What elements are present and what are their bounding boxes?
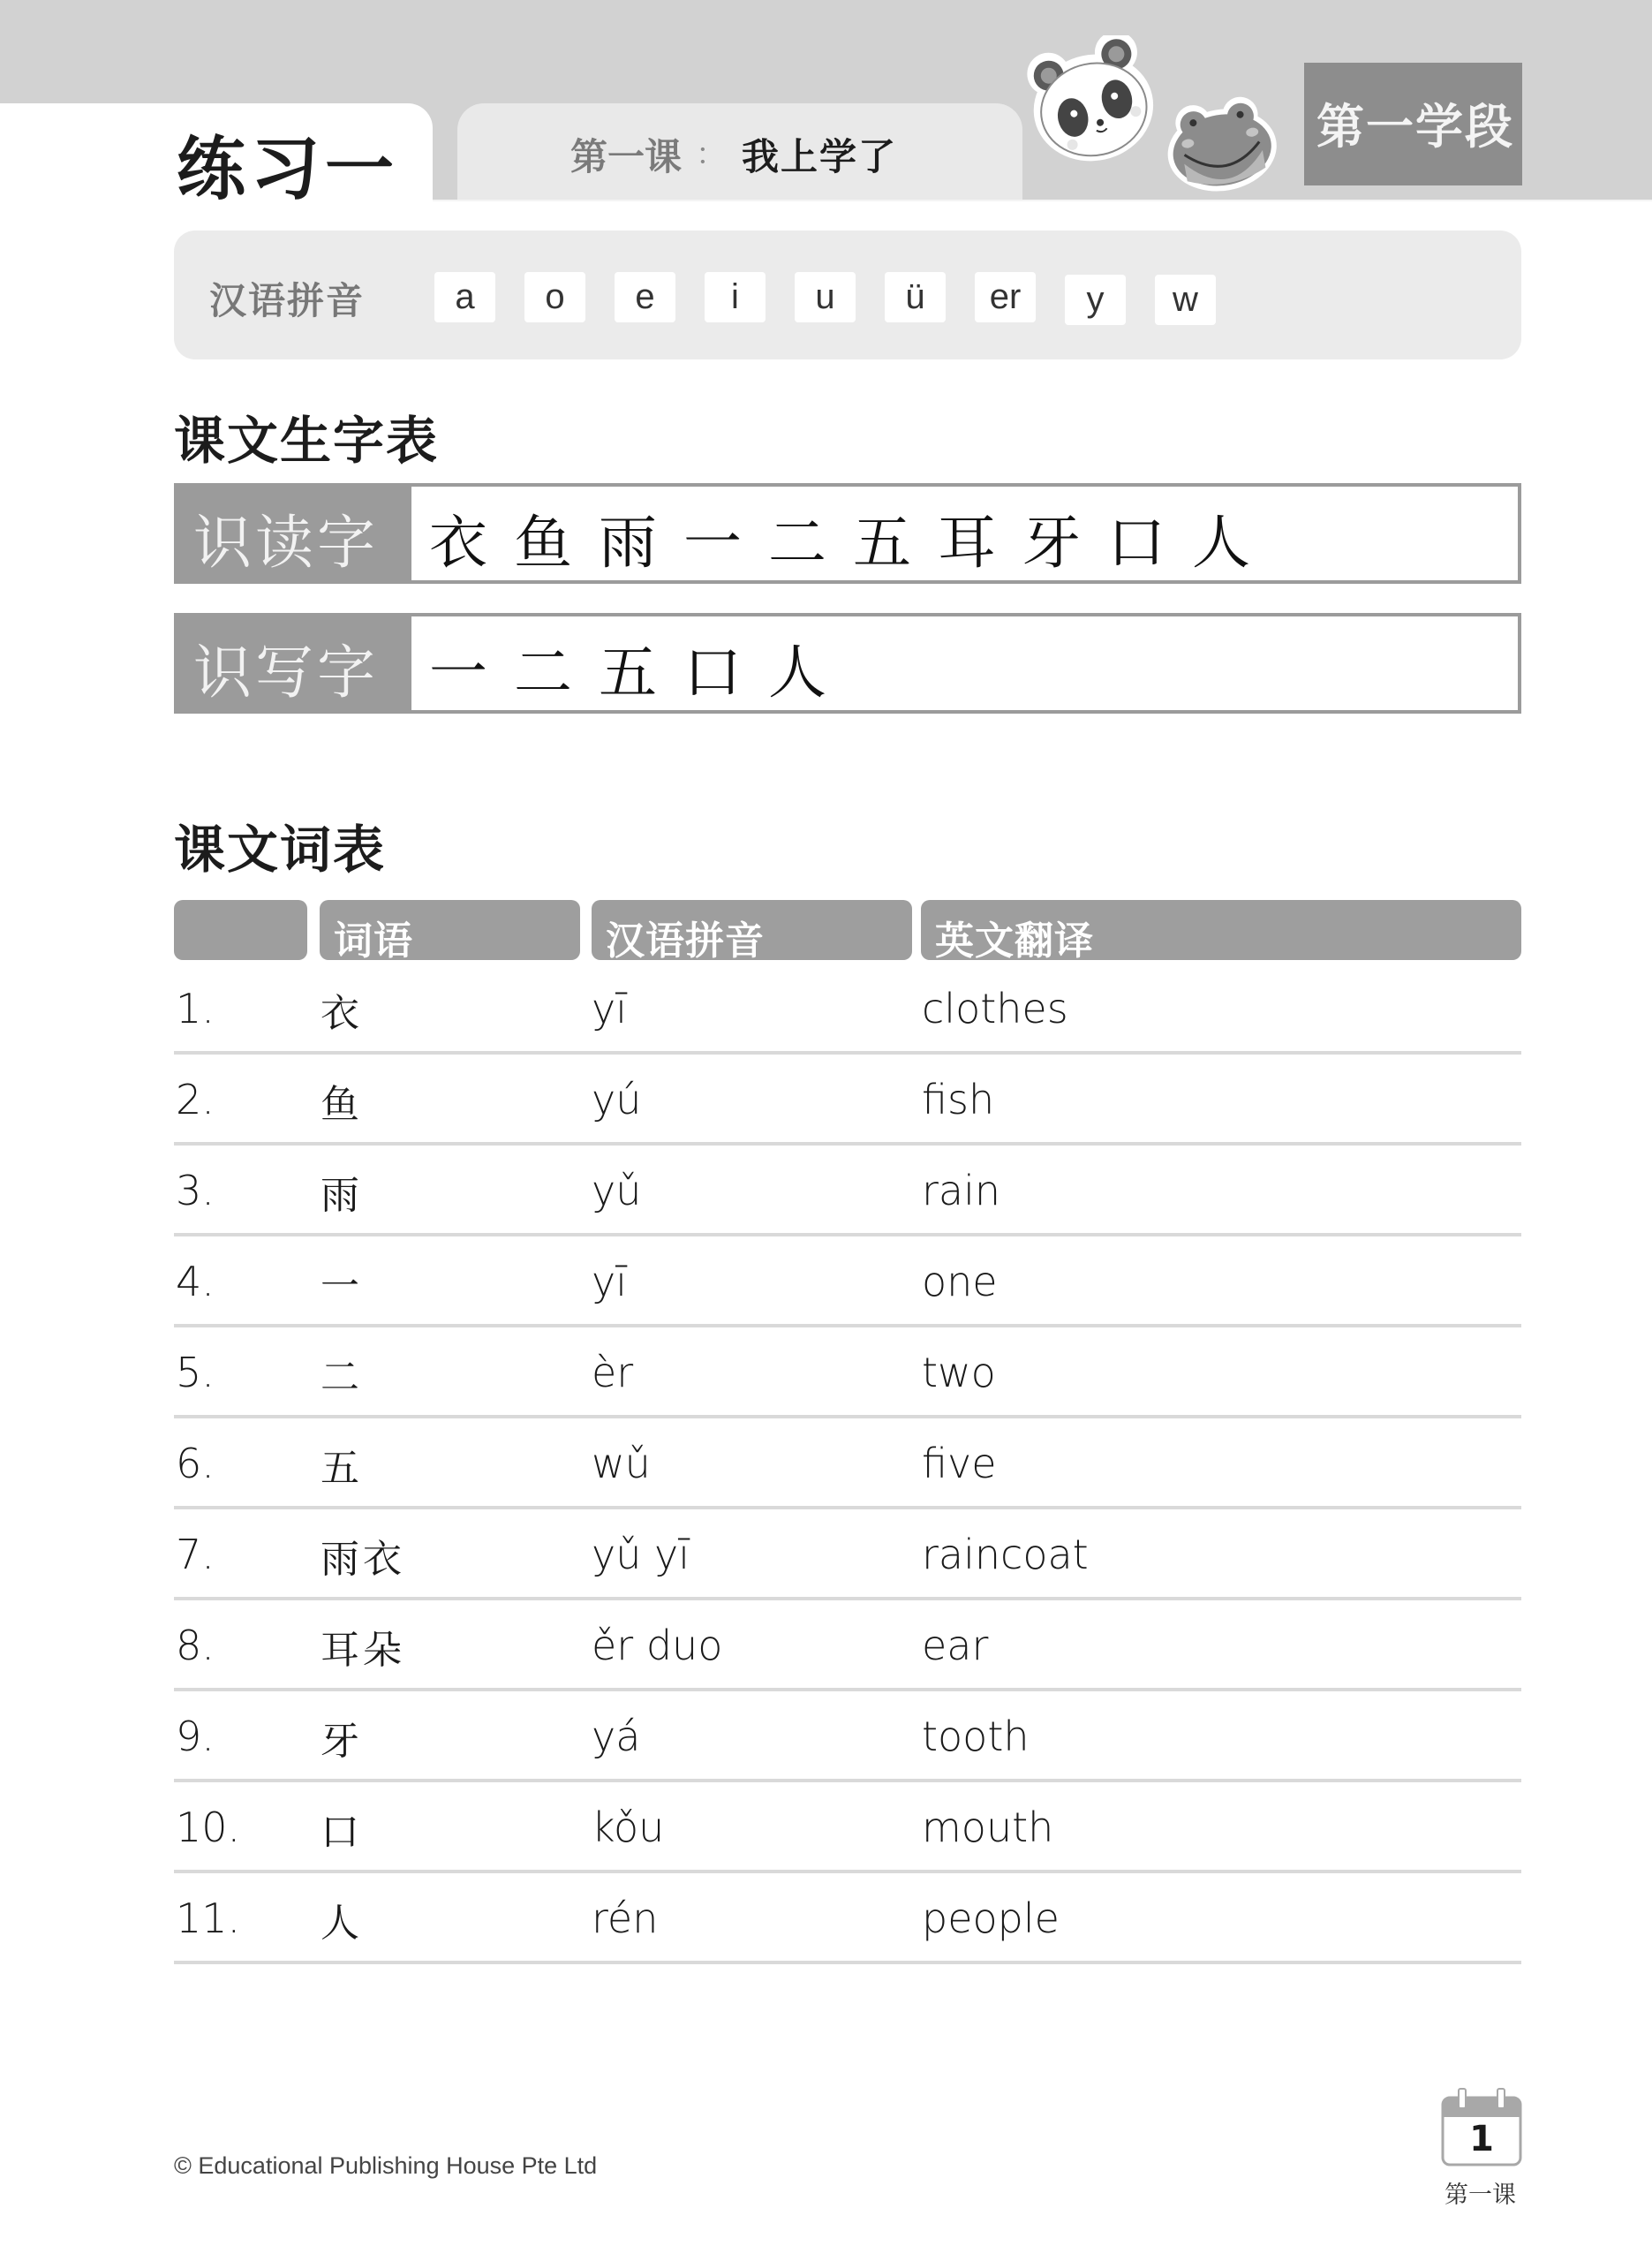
table-row xyxy=(174,1691,1521,1782)
reading-characters-label: 识读字 xyxy=(193,509,379,577)
stage-badge-label: 第一学段 xyxy=(1316,99,1514,155)
pinyin-strip-label: 汉语拼音 xyxy=(209,279,366,322)
row-english: rain xyxy=(922,1167,1001,1214)
pinyin-letter: i xyxy=(705,272,766,322)
pinyin-letter: o xyxy=(524,272,585,322)
pinyin-letter: er xyxy=(975,272,1036,322)
row-number: 9. xyxy=(176,1713,215,1760)
row-number: 3. xyxy=(176,1167,215,1214)
row-english: clothes xyxy=(922,985,1068,1032)
row-word: 鱼 xyxy=(321,1082,363,1127)
row-number: 4. xyxy=(176,1258,215,1305)
table-header-label: 词语 xyxy=(334,919,413,964)
row-word: 二 xyxy=(321,1355,363,1400)
characters-section-title: 课文生字表 xyxy=(174,411,440,471)
row-pinyin: yǔ yī xyxy=(592,1531,690,1578)
row-number: 2. xyxy=(176,1076,215,1123)
pinyin-letter: e xyxy=(615,272,675,322)
table-row xyxy=(174,1236,1521,1327)
writing-characters-field xyxy=(411,616,1518,710)
writing-characters-box xyxy=(174,613,1521,714)
row-number: 11. xyxy=(176,1894,241,1942)
lesson-name: 我上学了 xyxy=(742,135,898,178)
row-word: 一 xyxy=(321,1264,363,1309)
panda-icon xyxy=(1022,35,1164,168)
table-row xyxy=(174,1327,1521,1418)
table-row xyxy=(174,1873,1521,1964)
vocab-section-title: 课文词表 xyxy=(174,820,387,880)
row-number: 1. xyxy=(176,985,215,1032)
table-header-english xyxy=(921,900,1521,964)
page-number-badge xyxy=(1441,2087,1522,2166)
lesson-tab xyxy=(457,103,1022,200)
row-number: 8. xyxy=(176,1622,215,1669)
row-pinyin: yī xyxy=(592,1258,628,1305)
frog-icon xyxy=(1164,95,1279,193)
row-pinyin: kǒu xyxy=(592,1804,665,1851)
exercise-tab xyxy=(0,103,433,209)
lesson-number: 第一课 xyxy=(570,135,683,178)
row-word: 口 xyxy=(321,1810,363,1855)
row-english: tooth xyxy=(922,1713,1030,1760)
reading-characters-field xyxy=(411,487,1518,580)
pinyin-strip xyxy=(174,231,1521,359)
table-row xyxy=(174,1055,1521,1146)
row-word: 人 xyxy=(321,1901,363,1946)
pinyin-letter: y xyxy=(1065,275,1126,325)
row-pinyin: ěr duo xyxy=(592,1622,723,1669)
row-word: 雨衣 xyxy=(321,1537,405,1582)
row-pinyin: yá xyxy=(592,1713,641,1760)
row-english: fish xyxy=(922,1076,995,1123)
row-pinyin: yī xyxy=(592,985,628,1032)
row-number: 5. xyxy=(176,1349,215,1396)
table-header-pinyin xyxy=(592,900,912,964)
row-english: one xyxy=(922,1258,998,1305)
copyright-notice: © Educational Publishing House Pte Ltd xyxy=(174,2152,598,2179)
row-word: 衣 xyxy=(321,991,363,1036)
table-row xyxy=(174,1509,1521,1600)
row-english: ear xyxy=(922,1622,989,1669)
table-row xyxy=(174,1418,1521,1509)
page-number: 1 xyxy=(1469,2119,1494,2159)
reading-characters: 衣鱼雨一二五耳牙口人 xyxy=(429,509,1277,577)
row-pinyin: èr xyxy=(592,1349,634,1396)
reading-characters-box xyxy=(174,483,1521,584)
exercise-title: 练习一 xyxy=(177,130,400,209)
row-word: 牙 xyxy=(321,1719,363,1764)
row-divider xyxy=(174,1961,1521,1964)
row-english: mouth xyxy=(922,1804,1054,1851)
table-header-word xyxy=(320,900,580,964)
row-number: 6. xyxy=(176,1440,215,1487)
row-english: raincoat xyxy=(922,1531,1089,1578)
footer-lesson-tag: 第一课 xyxy=(1445,2182,1516,2209)
row-word: 耳朵 xyxy=(321,1628,405,1673)
row-pinyin: rén xyxy=(592,1894,659,1942)
pinyin-letter: ü xyxy=(885,272,946,322)
table-header-label: 英文翻译 xyxy=(935,919,1094,964)
row-pinyin: yú xyxy=(592,1076,642,1123)
pinyin-letter: a xyxy=(434,272,495,322)
table-row xyxy=(174,1782,1521,1873)
pinyin-letter: w xyxy=(1155,275,1216,325)
table-header-label: 汉语拼音 xyxy=(606,919,765,964)
row-english: people xyxy=(922,1894,1060,1942)
row-word: 雨 xyxy=(321,1173,363,1218)
pinyin-letter: u xyxy=(795,272,856,322)
row-english: five xyxy=(922,1440,997,1487)
writing-characters: 一二五口人 xyxy=(429,639,853,707)
row-pinyin: wǔ xyxy=(592,1440,651,1487)
stage-badge xyxy=(1304,63,1522,185)
row-number: 10. xyxy=(176,1804,241,1851)
table-row xyxy=(174,1600,1521,1691)
row-english: two xyxy=(922,1349,996,1396)
table-row xyxy=(174,964,1521,1055)
row-pinyin: yǔ xyxy=(592,1167,642,1214)
table-row xyxy=(174,1146,1521,1236)
writing-characters-label: 识写字 xyxy=(193,639,379,707)
lesson-separator: ： xyxy=(696,137,726,172)
row-number: 7. xyxy=(176,1531,215,1578)
row-word: 五 xyxy=(321,1446,363,1491)
table-header-number xyxy=(174,900,307,960)
